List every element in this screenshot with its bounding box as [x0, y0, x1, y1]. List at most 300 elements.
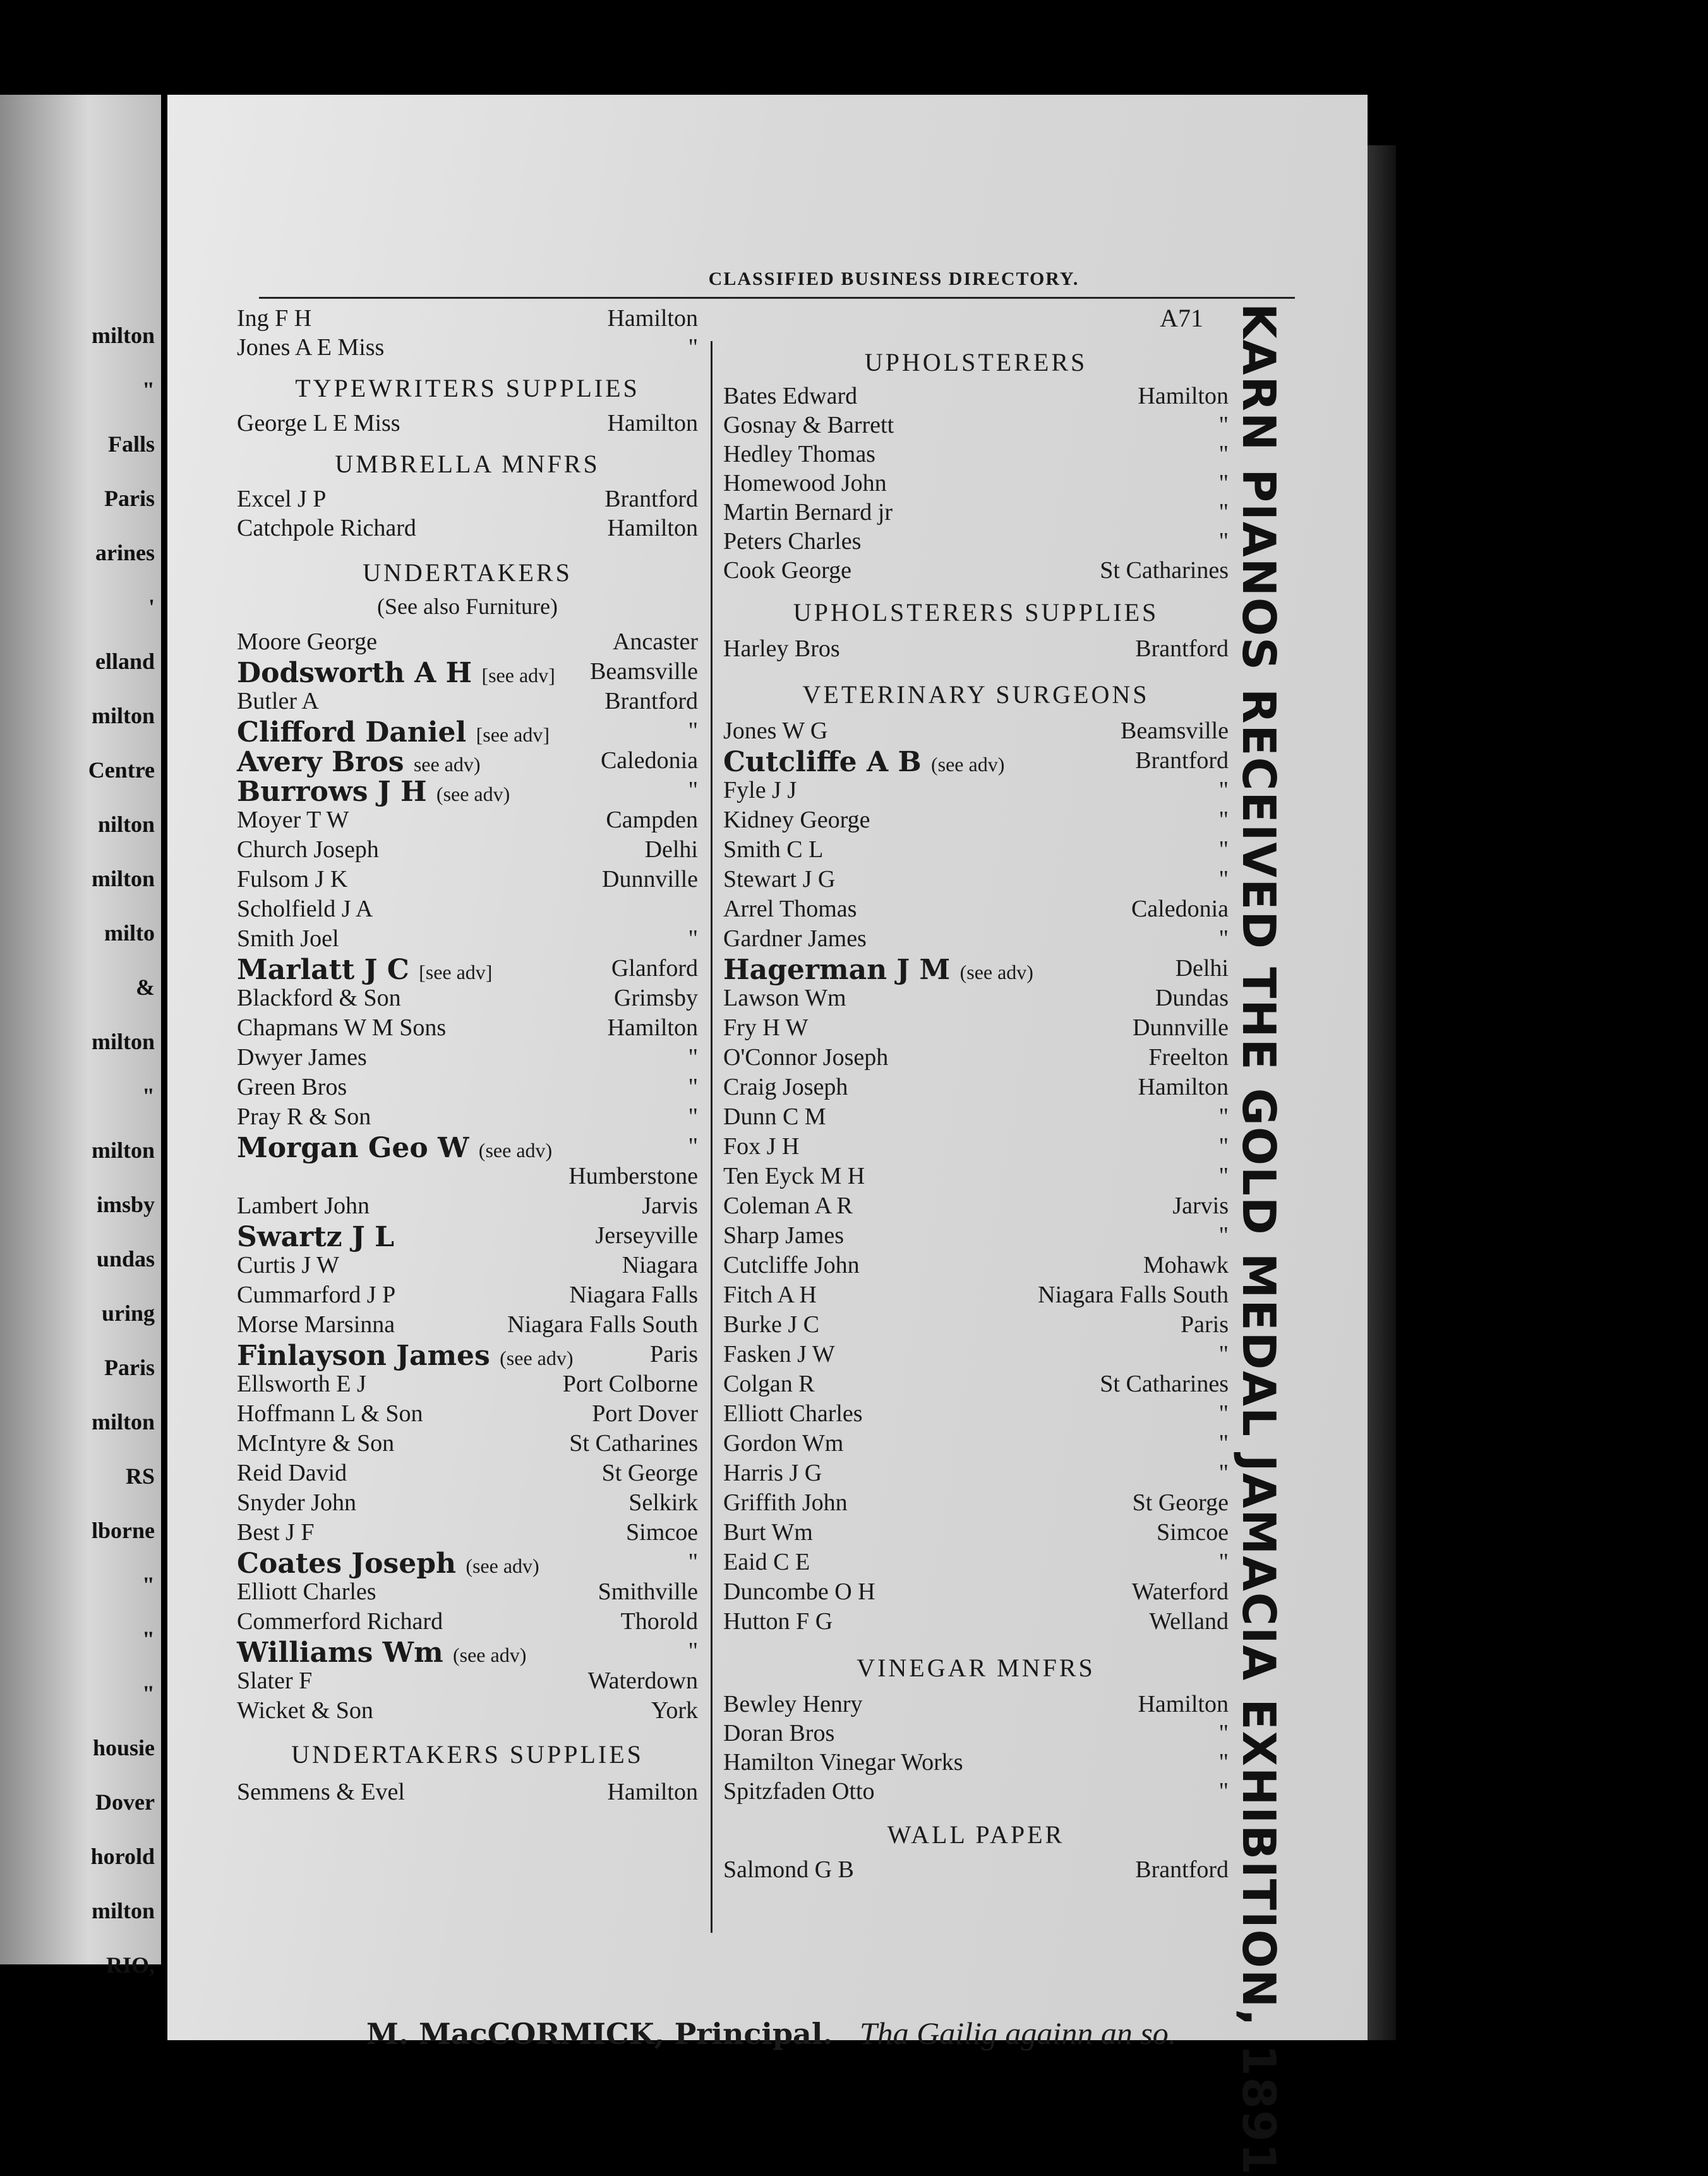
entry-town: Caledonia [1131, 896, 1229, 922]
entry-name: Fasken J W [723, 1341, 835, 1368]
entry-town: " [1218, 499, 1229, 526]
entry-town: " [1218, 1549, 1229, 1575]
entry-town: York [651, 1697, 698, 1724]
entry-town: St George [601, 1460, 698, 1486]
facing-page-fragment: lborne [91, 1518, 155, 1543]
entry-name: Best J F [237, 1519, 315, 1546]
facing-page-fragment: uring [101, 1301, 155, 1326]
directory-entry [237, 1253, 698, 1282]
entry-name: Eaid C E [723, 1549, 810, 1575]
directory-entry [723, 1194, 1229, 1223]
directory-entry [237, 1550, 698, 1579]
entry-town: " [1218, 807, 1229, 833]
entry-town: " [1218, 1163, 1229, 1189]
entry-name: Harris J G [723, 1460, 822, 1486]
directory-entry [237, 1045, 698, 1074]
entry-town: " [1218, 1749, 1229, 1776]
directory-entry [237, 986, 698, 1015]
entry-town: Hamilton [607, 1779, 698, 1805]
directory-entry [237, 516, 698, 545]
section-heading: (See also Furniture) [377, 594, 558, 619]
directory-entry [723, 1750, 1229, 1779]
entry-name: Gardner James [723, 925, 867, 952]
entry-name: Dunn C M [723, 1103, 826, 1130]
entry-town: Selkirk [628, 1489, 698, 1516]
entry-name: Butler A [237, 688, 319, 714]
facing-page-fragment: nilton [97, 812, 155, 837]
directory-entry [723, 442, 1229, 471]
entry-name: Burt Wm [723, 1519, 813, 1546]
directory-entry [723, 1223, 1229, 1253]
directory-entry [237, 1491, 698, 1520]
directory-entry [723, 748, 1229, 778]
directory-entry [237, 748, 698, 778]
facing-page-fragment: milton [91, 703, 155, 728]
facing-page-fragment: " [142, 1681, 155, 1706]
entry-name: Duncombe O H [723, 1578, 875, 1605]
see-adv-note: [see adv] [419, 961, 493, 983]
directory-entry [723, 1779, 1229, 1808]
directory-entry [237, 1342, 698, 1371]
entry-name: Morgan Geo W (see adv) [237, 1132, 553, 1164]
entry-name: Fry H W [723, 1014, 809, 1041]
facing-page-fragment: imsby [96, 1192, 155, 1217]
directory-entry [237, 838, 698, 867]
directory-page [167, 95, 1368, 2176]
entry-town: " [688, 1103, 698, 1130]
entry-town: Hamilton [1138, 383, 1229, 409]
facing-page-fragment: milton [91, 1138, 155, 1163]
facing-page-fragment: " [142, 377, 155, 402]
entry-name: Hutton F G [723, 1608, 833, 1635]
entry-name: Snyder John [237, 1489, 356, 1516]
entry-town: Welland [1149, 1608, 1229, 1635]
entry-name: Hamilton Vinegar Works [723, 1749, 963, 1776]
entry-town: Jarvis [1172, 1193, 1229, 1219]
entry-name: Swartz J L [237, 1221, 395, 1253]
entry-name: Morse Marsinna [237, 1311, 395, 1338]
directory-entry [723, 1283, 1229, 1312]
entry-name: Avery Bros see adv) [237, 746, 481, 778]
section-heading: WALL PAPER [887, 1820, 1065, 1849]
entry-name: Hagerman J M (see adv) [723, 954, 1033, 986]
entry-town: " [688, 334, 698, 361]
vertical-advertisement: KARN PIANOS RECEIVED THE GOLD MEDAL JAMACIA EXHIBITION, 1891 [1232, 303, 1285, 2176]
entry-name: Jones W G [723, 718, 828, 744]
see-adv-note: (see adv) [466, 1554, 539, 1577]
entry-name: Arrel Thomas [723, 896, 857, 922]
entry-town: Niagara Falls South [1038, 1282, 1229, 1308]
entry-town: Port Dover [592, 1400, 698, 1427]
directory-entry [237, 1461, 698, 1490]
entry-name: Bates Edward [723, 383, 858, 409]
entry-name: Coates Joseph (see adv) [237, 1548, 539, 1580]
entry-town: Hamilton [607, 515, 698, 541]
footer-principal: M. MacCORMICK, Principal. [366, 2017, 833, 2051]
entry-town: St Catharines [1100, 557, 1229, 584]
entry-name: Smith Joel [237, 925, 339, 952]
directory-entry [723, 1372, 1229, 1401]
directory-entry [237, 716, 698, 748]
directory-entry [237, 1669, 698, 1698]
page-header: CLASSIFIED BUSINESS DIRECTORY. [708, 268, 1080, 289]
directory-entry [723, 1692, 1229, 1721]
entry-town: Glanford [611, 955, 698, 982]
section-heading: UPHOLSTERERS SUPPLIES [793, 598, 1159, 627]
entry-name: Stewart J G [723, 866, 836, 893]
directory-entry [237, 1283, 698, 1312]
directory-entry [237, 1520, 698, 1549]
entry-town: Brantford [1135, 747, 1229, 774]
directory-entry [237, 659, 698, 688]
directory-entry [723, 897, 1229, 926]
section-heading: UNDERTAKERS SUPPLIES [291, 1740, 644, 1769]
facing-page-fragment: milton [91, 323, 155, 348]
entry-town: " [1218, 1133, 1229, 1160]
entry-name: Gordon Wm [723, 1430, 844, 1457]
directory-entry [723, 1313, 1229, 1342]
directory-entry [723, 1550, 1229, 1579]
entry-town: Simcoe [626, 1519, 698, 1546]
directory-entry [237, 1075, 698, 1104]
directory-entry [237, 1105, 698, 1134]
entry-town: Dunnville [1133, 1014, 1229, 1041]
entry-town: " [1218, 1222, 1229, 1249]
directory-entry [723, 384, 1229, 413]
directory-entry [237, 1164, 698, 1193]
directory-entry [237, 306, 698, 335]
facing-page-fragment: Dover [95, 1789, 155, 1815]
entry-name: Moyer T W [237, 807, 349, 833]
entry-town: Dundas [1155, 985, 1229, 1011]
directory-entry [237, 1402, 698, 1431]
entry-town: Smithville [598, 1578, 698, 1605]
entry-name: Spitzfaden Otto [723, 1778, 875, 1805]
directory-entry [237, 487, 698, 516]
entry-town: Brantford [604, 486, 698, 512]
entry-town: Grimsby [614, 985, 698, 1011]
see-adv-note: see adv) [413, 753, 481, 776]
facing-page-strip [0, 95, 161, 1978]
entry-name: Cook George [723, 557, 851, 584]
entry-name: O'Connor Joseph [723, 1044, 889, 1071]
facing-page-fragment: housie [92, 1735, 155, 1760]
facing-page-fragment: Paris [104, 486, 155, 511]
directory-entry [237, 1780, 698, 1809]
directory-entry [723, 471, 1229, 500]
entry-name: Colgan R [723, 1371, 815, 1397]
directory-entry [237, 1372, 698, 1401]
directory-entry [237, 1431, 698, 1460]
facing-page-fragment: ' [148, 594, 155, 620]
entry-name: Ing F H [237, 305, 312, 332]
see-adv-note: (see adv) [959, 961, 1033, 983]
entry-name: Hoffmann L & Son [237, 1400, 423, 1427]
entry-town: " [1218, 777, 1229, 803]
section-heading: TYPEWRITERS SUPPLIES [295, 374, 640, 402]
entry-town: " [1218, 1720, 1229, 1746]
entry-town: " [1218, 1430, 1229, 1457]
directory-entry [237, 808, 698, 837]
entry-town: " [1218, 470, 1229, 496]
entry-town: Paris [650, 1341, 698, 1368]
facing-page-fragment: horold [90, 1844, 155, 1869]
entry-town: St Catharines [569, 1430, 698, 1457]
entry-name: Sharp James [723, 1222, 845, 1249]
facing-page-fragment: milton [91, 866, 155, 891]
entry-name: Fitch A H [723, 1282, 817, 1308]
section-heading: UPHOLSTERERS [864, 348, 1088, 376]
section-heading: VINEGAR MNFRS [857, 1654, 1095, 1682]
directory-entry [237, 956, 698, 985]
directory-entry [237, 1609, 698, 1638]
facing-page-fragment: " [142, 1572, 155, 1597]
entry-town: Brantford [604, 688, 698, 714]
entry-name: Elliott Charles [723, 1400, 863, 1427]
entry-name: Chapmans W M Sons [237, 1014, 447, 1041]
see-adv-note: (see adv) [452, 1644, 527, 1666]
directory-entry [723, 1609, 1229, 1638]
entry-town: " [1218, 1103, 1229, 1130]
entry-name: Fyle J J [723, 777, 797, 803]
entry-town: Paris [1181, 1311, 1229, 1338]
entry-town: Caledonia [600, 747, 698, 774]
directory-entry [723, 413, 1229, 442]
entry-town: Brantford [1135, 635, 1229, 662]
entry-town: " [688, 925, 698, 952]
entry-name: Scholfield J A [237, 896, 373, 922]
facing-page-fragment: " [142, 1626, 155, 1652]
directory-entry [237, 1580, 698, 1609]
entry-town: Niagara [622, 1252, 698, 1278]
entry-name: Dwyer James [237, 1044, 367, 1071]
section-heading: UMBRELLA MNFRS [335, 450, 600, 478]
entry-name: Elliott Charles [237, 1578, 376, 1605]
entry-name: Martin Bernard jr [723, 499, 893, 526]
footer-motto: Tha Gailig againn an so. [859, 2016, 1177, 2051]
header-rule [259, 297, 1295, 299]
entry-name: Homewood John [723, 470, 887, 496]
entry-town: Beamsville [1121, 718, 1229, 744]
entry-town: " [1218, 1460, 1229, 1486]
entry-name: Wicket & Son [237, 1697, 373, 1724]
entry-name: Lambert John [237, 1193, 370, 1219]
entry-town: Jerseyville [595, 1222, 698, 1249]
directory-entry [237, 1134, 698, 1163]
directory-entry [723, 1342, 1229, 1371]
page-footer [366, 2015, 1326, 2052]
see-adv-note: (see adv) [436, 783, 510, 805]
entry-name: Bewley Henry [723, 1691, 863, 1717]
entry-town: Mohawk [1143, 1252, 1229, 1278]
entry-town: Hamilton [1138, 1074, 1229, 1100]
entry-town: Dunnville [602, 866, 698, 893]
entry-name: Excel J P [237, 486, 327, 512]
directory-entry [237, 1639, 698, 1668]
entry-town: " [1218, 1341, 1229, 1368]
entry-name: Catchpole Richard [237, 515, 416, 541]
entry-name: Smith C L [723, 836, 824, 863]
entry-town: Waterford [1131, 1578, 1229, 1605]
entry-name: Church Joseph [237, 836, 379, 863]
entry-town: Campden [606, 807, 698, 833]
entry-name: Slater F [237, 1668, 313, 1694]
entry-town: Delhi [1175, 955, 1229, 982]
entry-town: Brantford [1135, 1856, 1229, 1883]
entry-name: Burrows J H (see adv) [237, 776, 510, 808]
directory-entry [237, 778, 698, 807]
directory-entry [723, 1134, 1229, 1163]
facing-page-fragment: Centre [88, 757, 155, 783]
entry-town: " [688, 1074, 698, 1100]
directory-entry [237, 1223, 698, 1253]
entry-name: Craig Joseph [723, 1074, 848, 1100]
entry-town: Ancaster [612, 628, 698, 655]
see-adv-note: (see adv) [500, 1347, 574, 1369]
section-heading: UNDERTAKERS [363, 558, 572, 587]
directory-entry [723, 1105, 1229, 1134]
facing-page-fragment: Falls [107, 431, 155, 457]
page-number: A71 [1160, 304, 1203, 332]
directory-entry [237, 927, 698, 956]
entry-town: Waterdown [587, 1668, 698, 1694]
entry-name: McIntyre & Son [237, 1430, 395, 1457]
directory-entry [723, 1721, 1229, 1750]
directory-entry [723, 1431, 1229, 1460]
entry-name: Hedley Thomas [723, 441, 875, 467]
entry-name: Reid David [237, 1460, 347, 1486]
entry-town: " [1218, 412, 1229, 438]
entry-name: Fulsom J K [237, 866, 348, 893]
facing-page-fragment: Paris [104, 1355, 155, 1380]
directory-entry [237, 897, 698, 926]
see-adv-note: [see adv] [476, 723, 550, 746]
entry-name: Jones A E Miss [237, 334, 385, 361]
directory-entry [237, 1698, 698, 1728]
facing-page-fragment: RIO, [105, 1952, 155, 1978]
directory-entry [723, 500, 1229, 529]
entry-name: Moore George [237, 628, 377, 655]
entry-name: Griffith John [723, 1489, 848, 1516]
directory-entry [723, 986, 1229, 1015]
directory-entry [723, 778, 1229, 807]
directory-entry [723, 1461, 1229, 1490]
entry-town: " [688, 1133, 698, 1160]
entry-name: Semmens & Evel [237, 1779, 405, 1805]
entry-name: Ten Eyck M H [723, 1163, 865, 1189]
entry-town: " [1218, 925, 1229, 952]
column-divider [711, 341, 713, 1933]
facing-page-fragment: elland [95, 649, 155, 674]
directory-entry [723, 637, 1229, 666]
entry-name: Curtis J W [237, 1252, 339, 1278]
entry-town: Simcoe [1157, 1519, 1229, 1546]
entry-town: " [1218, 836, 1229, 863]
directory-entry [723, 1075, 1229, 1104]
directory-entry [723, 808, 1229, 837]
directory-entry [723, 1580, 1229, 1609]
directory-entry [237, 1194, 698, 1223]
entry-town: Hamilton [607, 305, 698, 332]
entry-name: Burke J C [723, 1311, 819, 1338]
entry-name: Kidney George [723, 807, 870, 833]
entry-town: " [688, 1044, 698, 1071]
entry-name: Harley Bros [723, 635, 840, 662]
entry-town: " [688, 1549, 698, 1575]
entry-town: Niagara Falls South [507, 1311, 698, 1338]
entry-name: Cutcliffe A B (see adv) [723, 746, 1005, 778]
facing-page-fragment: milton [91, 1898, 155, 1923]
entry-town: St Catharines [1100, 1371, 1229, 1397]
entry-town: Thorold [620, 1608, 698, 1635]
entry-town: Humberstone [568, 1163, 698, 1189]
entry-town: " [688, 777, 698, 803]
entry-name: Finlayson James (see adv) [237, 1340, 574, 1372]
entry-town: Hamilton [607, 410, 698, 436]
directory-entry [723, 867, 1229, 896]
see-adv-note: (see adv) [930, 753, 1005, 776]
entry-name: Coleman A R [723, 1193, 853, 1219]
entry-name: Ellsworth E J [237, 1371, 366, 1397]
directory-entry [237, 689, 698, 718]
directory-entry [723, 1164, 1229, 1193]
entry-town: Freelton [1148, 1044, 1229, 1071]
entry-town: St George [1132, 1489, 1229, 1516]
see-adv-note: (see adv) [478, 1139, 553, 1162]
entry-town: Delhi [644, 836, 698, 863]
directory-entry [723, 1520, 1229, 1549]
entry-name: Cummarford J P [237, 1282, 396, 1308]
entry-name: Dodsworth A H [see adv] [237, 657, 555, 689]
facing-page-fragment: arines [95, 540, 155, 565]
entry-name: Green Bros [237, 1074, 347, 1100]
entry-town: Port Colborne [562, 1371, 698, 1397]
directory-entry [237, 630, 698, 659]
directory-entry [237, 867, 698, 896]
entry-town: " [688, 718, 698, 744]
directory-entry [723, 719, 1229, 748]
facing-page-fragment: milton [91, 1029, 155, 1054]
section-heading: VETERINARY SURGEONS [802, 680, 1150, 709]
directory-entry [723, 956, 1229, 985]
entry-name: Pray R & Son [237, 1103, 371, 1130]
facing-page-fragment: undas [96, 1246, 155, 1271]
facing-page-fragment: & [136, 975, 155, 1000]
directory-entry [237, 411, 698, 440]
directory-entry [723, 1253, 1229, 1282]
directory-entry [723, 558, 1229, 587]
see-adv-note: [see adv] [481, 664, 555, 687]
directory-entry [723, 927, 1229, 956]
facing-page-fragment: RS [125, 1464, 155, 1489]
entry-name: Salmond G B [723, 1856, 854, 1883]
entry-name: Doran Bros [723, 1720, 835, 1746]
directory-entry [723, 838, 1229, 867]
facing-page-fragment: " [142, 1083, 155, 1109]
entry-town: " [1218, 1400, 1229, 1427]
entry-name: Cutcliffe John [723, 1252, 860, 1278]
directory-entry [237, 1313, 698, 1342]
directory-entry [237, 335, 698, 364]
entry-name: Blackford & Son [237, 985, 401, 1011]
entry-name: Peters Charles [723, 528, 862, 555]
entry-name: Marlatt J C [see adv] [237, 954, 493, 986]
entry-name: Lawson Wm [723, 985, 846, 1011]
directory-entry [723, 1491, 1229, 1520]
entry-town: Hamilton [1138, 1691, 1229, 1717]
entry-name: Clifford Daniel [see adv] [237, 716, 550, 748]
entry-name: Gosnay & Barrett [723, 412, 894, 438]
